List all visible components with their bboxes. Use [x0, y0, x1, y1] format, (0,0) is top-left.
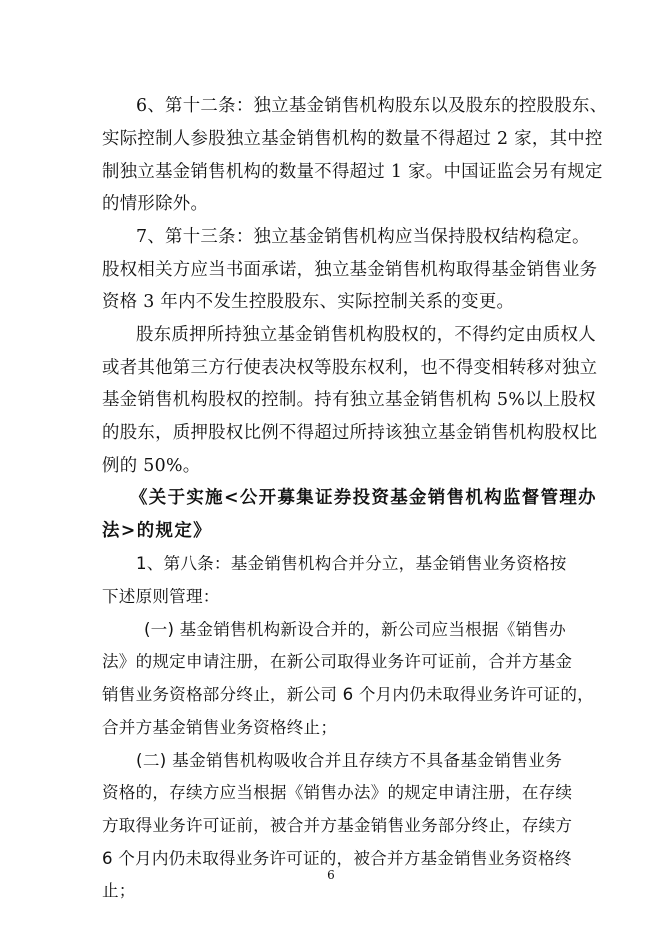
section-heading: 《关于实施<公开募集证券投资基金销售机构监督管理办 [130, 488, 597, 508]
paragraph-line: 下述原则管理： [102, 587, 220, 606]
paragraph-line: 7、第十三条：独立基金销售机构应当保持股权结构稳定。 [136, 227, 590, 247]
paragraph-line: 1、第八条：基金销售机构合并分立，基金销售业务资格按 [136, 554, 567, 573]
paragraph-line: 股东质押所持独立基金销售机构股权的，不得约定由质权人 [136, 325, 596, 345]
paragraph-line: 的情形除外。 [102, 194, 209, 214]
paragraph-line: 合并方基金销售业务资格终止； [102, 718, 338, 737]
paragraph-line: 销售业务资格部分终止，新公司 6 个月内仍未取得业务许可证的， [102, 685, 594, 704]
paragraph-line: 资格的，存续方应当根据《销售办法》的规定申请注册，在存续 [102, 783, 573, 802]
paragraph-line: (二) 基金销售机构吸收合并且存续方不具备基金销售业务 [136, 751, 562, 770]
paragraph-line: 股权相关方应当书面承诺，独立基金销售机构取得基金销售业务 [102, 260, 598, 280]
paragraph-line: 法》的规定申请注册，在新公司取得业务许可证前，合并方基金 [102, 652, 573, 671]
paragraph-line: 6、第十二条：独立基金销售机构股东以及股东的控股股东、 [136, 96, 608, 116]
paragraph-line: 的股东，质押股权比例不得超过所持该独立基金销售机构股权比 [102, 423, 598, 443]
paragraph-line: 6 个月内仍未取得业务许可证的，被合并方基金销售业务资格终 [102, 849, 572, 868]
paragraph-line: 制独立基金销售机构的数量不得超过 1 家。中国证监会另有规定 [102, 162, 603, 182]
page-number: 6 [327, 868, 335, 882]
paragraph-line: 方取得业务许可证前，被合并方基金销售业务部分终止，存续方 [102, 816, 573, 835]
paragraph-line: 实际控制人参股独立基金销售机构的数量不得超过 2 家，其中控 [102, 129, 603, 149]
paragraph-line: (一) 基金销售机构新设合并的，新公司应当根据《销售办 [144, 620, 566, 639]
paragraph-line: 资格 3 年内不发生控股股东、实际控制关系的变更。 [102, 292, 515, 312]
paragraph-line: 例的 50%。 [102, 456, 201, 476]
paragraph-line: 或者其他第三方行使表决权等股东权利，也不得变相转移对独立 [102, 358, 598, 378]
paragraph-line: 基金销售机构股权的控制。持有独立基金销售机构 5%以上股权 [102, 390, 596, 410]
paragraph-line: 止； [102, 881, 136, 900]
section-heading: 法>的规定》 [102, 521, 212, 541]
